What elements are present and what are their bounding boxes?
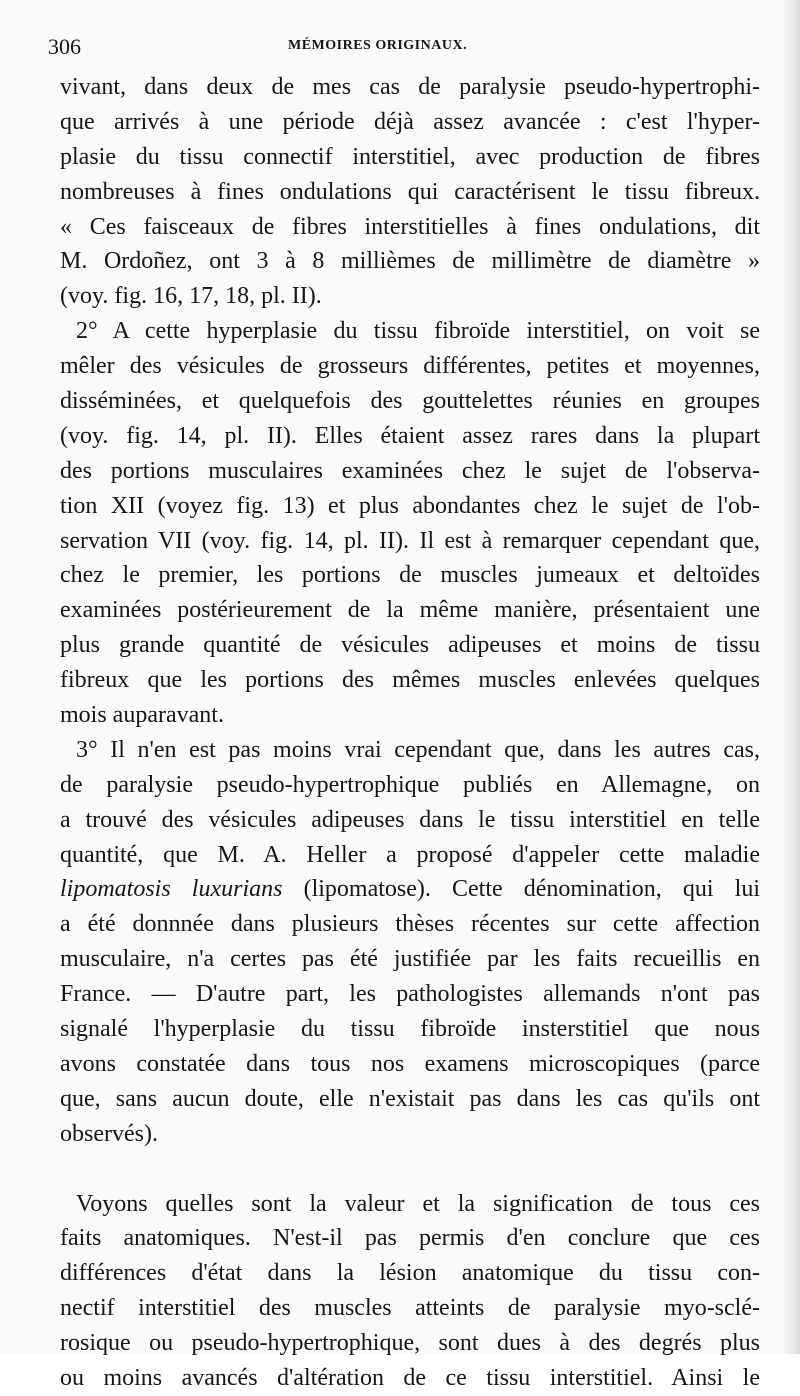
text-line: observés). <box>60 1120 158 1147</box>
text-line: vivant, dans deux de mes cas de paralysie pseudo-hypertrophi- <box>60 74 760 100</box>
text-line: différences d'état dans la lésion anatomique du tissu con- <box>60 1260 760 1287</box>
text-line: nectif interstitiel des muscles atteints de paralysie myo-sclé- <box>60 1295 760 1322</box>
running-head: MÉMOIRES ORIGINAUX. <box>288 38 468 53</box>
text-line: disséminées, et quelquefois des gouttelettes réunies en groupes <box>60 388 760 415</box>
text-line: a trouvé des vésicules adipeuses dans le tissu interstitiel en telle <box>60 806 760 833</box>
italic-term: lipomatosis luxurians <box>60 876 283 903</box>
text-line: (voy. fig. 14, pl. II). Elles étaient assez rares dans la plupart <box>60 422 760 449</box>
text-line: 3° Il n'en est pas moins vrai cependant que, dans les autres cas, <box>76 736 760 763</box>
text-line: ou moins avancés d'altération de ce tissu interstitiel. Ainsi le <box>60 1364 760 1391</box>
text-line: avons constatée dans tous nos examens microscopiques (parce <box>60 1050 760 1077</box>
text-line: quantité, que M. A. Heller a proposé d'appeler cette maladie <box>60 841 760 868</box>
page-edge-shadow <box>782 0 800 1354</box>
text-line: France. — D'autre part, les pathologistes allemands n'ont pas <box>60 981 760 1008</box>
text-line: « Ces faisceaux de fibres interstitielles à fines ondulations, dit <box>60 213 760 240</box>
text-line: de paralysie pseudo-hypertrophique publiés en Allemagne, on <box>60 771 760 798</box>
text-fragment: (lipomatose). Cette dénomination, qui lui <box>282 876 760 903</box>
text-line: nombreuses à fines ondulations qui caractérisent le tissu fibreux. <box>60 178 760 205</box>
text-line: signalé l'hyperplasie du tissu fibroïde insterstitiel que nous <box>60 1016 760 1043</box>
page-number: 306 <box>48 34 81 59</box>
text-line: des portions musculaires examinées chez le sujet de l'observa- <box>60 457 760 484</box>
text-line: plasie du tissu connectif interstitiel, avec production de fibres <box>60 143 760 170</box>
text-line: que, sans aucun doute, elle n'existait pas dans les cas qu'ils ont <box>60 1085 760 1112</box>
text-line: M. Ordoñez, ont 3 à 8 millièmes de millimètre de diamètre » <box>60 248 760 275</box>
text-line: que arrivés à une période déjà assez avancée : c'est l'hyper- <box>60 108 760 135</box>
text-line: tion XII (voyez fig. 13) et plus abondantes chez le sujet de l'ob- <box>60 492 760 519</box>
text-line: mêler des vésicules de grosseurs différentes, petites et moyennes, <box>60 353 760 380</box>
text-line <box>60 872 760 907</box>
text-line: a été donnnée dans plusieurs thèses récentes sur cette affection <box>60 911 760 938</box>
text-line: 2° A cette hyperplasie du tissu fibroïde interstitiel, on voit se <box>76 318 760 345</box>
text-line: fibreux que les portions des mêmes muscles enlevées quelques <box>60 667 760 694</box>
text-line: (voy. fig. 16, 17, 18, pl. II). <box>60 283 322 310</box>
text-line: mois auparavant. <box>60 702 224 729</box>
text-line <box>60 1152 760 1187</box>
text-line: plus grande quantité de vésicules adipeuses et moins de tissu <box>60 632 760 659</box>
page-header <box>48 30 768 66</box>
text-line: chez le premier, les portions de muscles jumeaux et deltoïdes <box>60 562 760 589</box>
text-line: examinées postérieurement de la même manière, présentaient une <box>60 597 760 624</box>
text-line: musculaire, n'a certes pas été justifiée par les faits recueillis en <box>60 946 760 973</box>
text-line: faits anatomiques. N'est-il pas permis d'en conclure que ces <box>60 1225 760 1252</box>
body-text <box>60 70 760 1396</box>
text-line: Voyons quelles sont la valeur et la signification de tous ces <box>76 1190 760 1217</box>
text-line: servation VII (voy. fig. 14, pl. II). Il est à remarquer cependant que, <box>60 527 760 554</box>
text-line: rosique ou pseudo-hypertrophique, sont dues à des degrés plus <box>60 1330 760 1357</box>
